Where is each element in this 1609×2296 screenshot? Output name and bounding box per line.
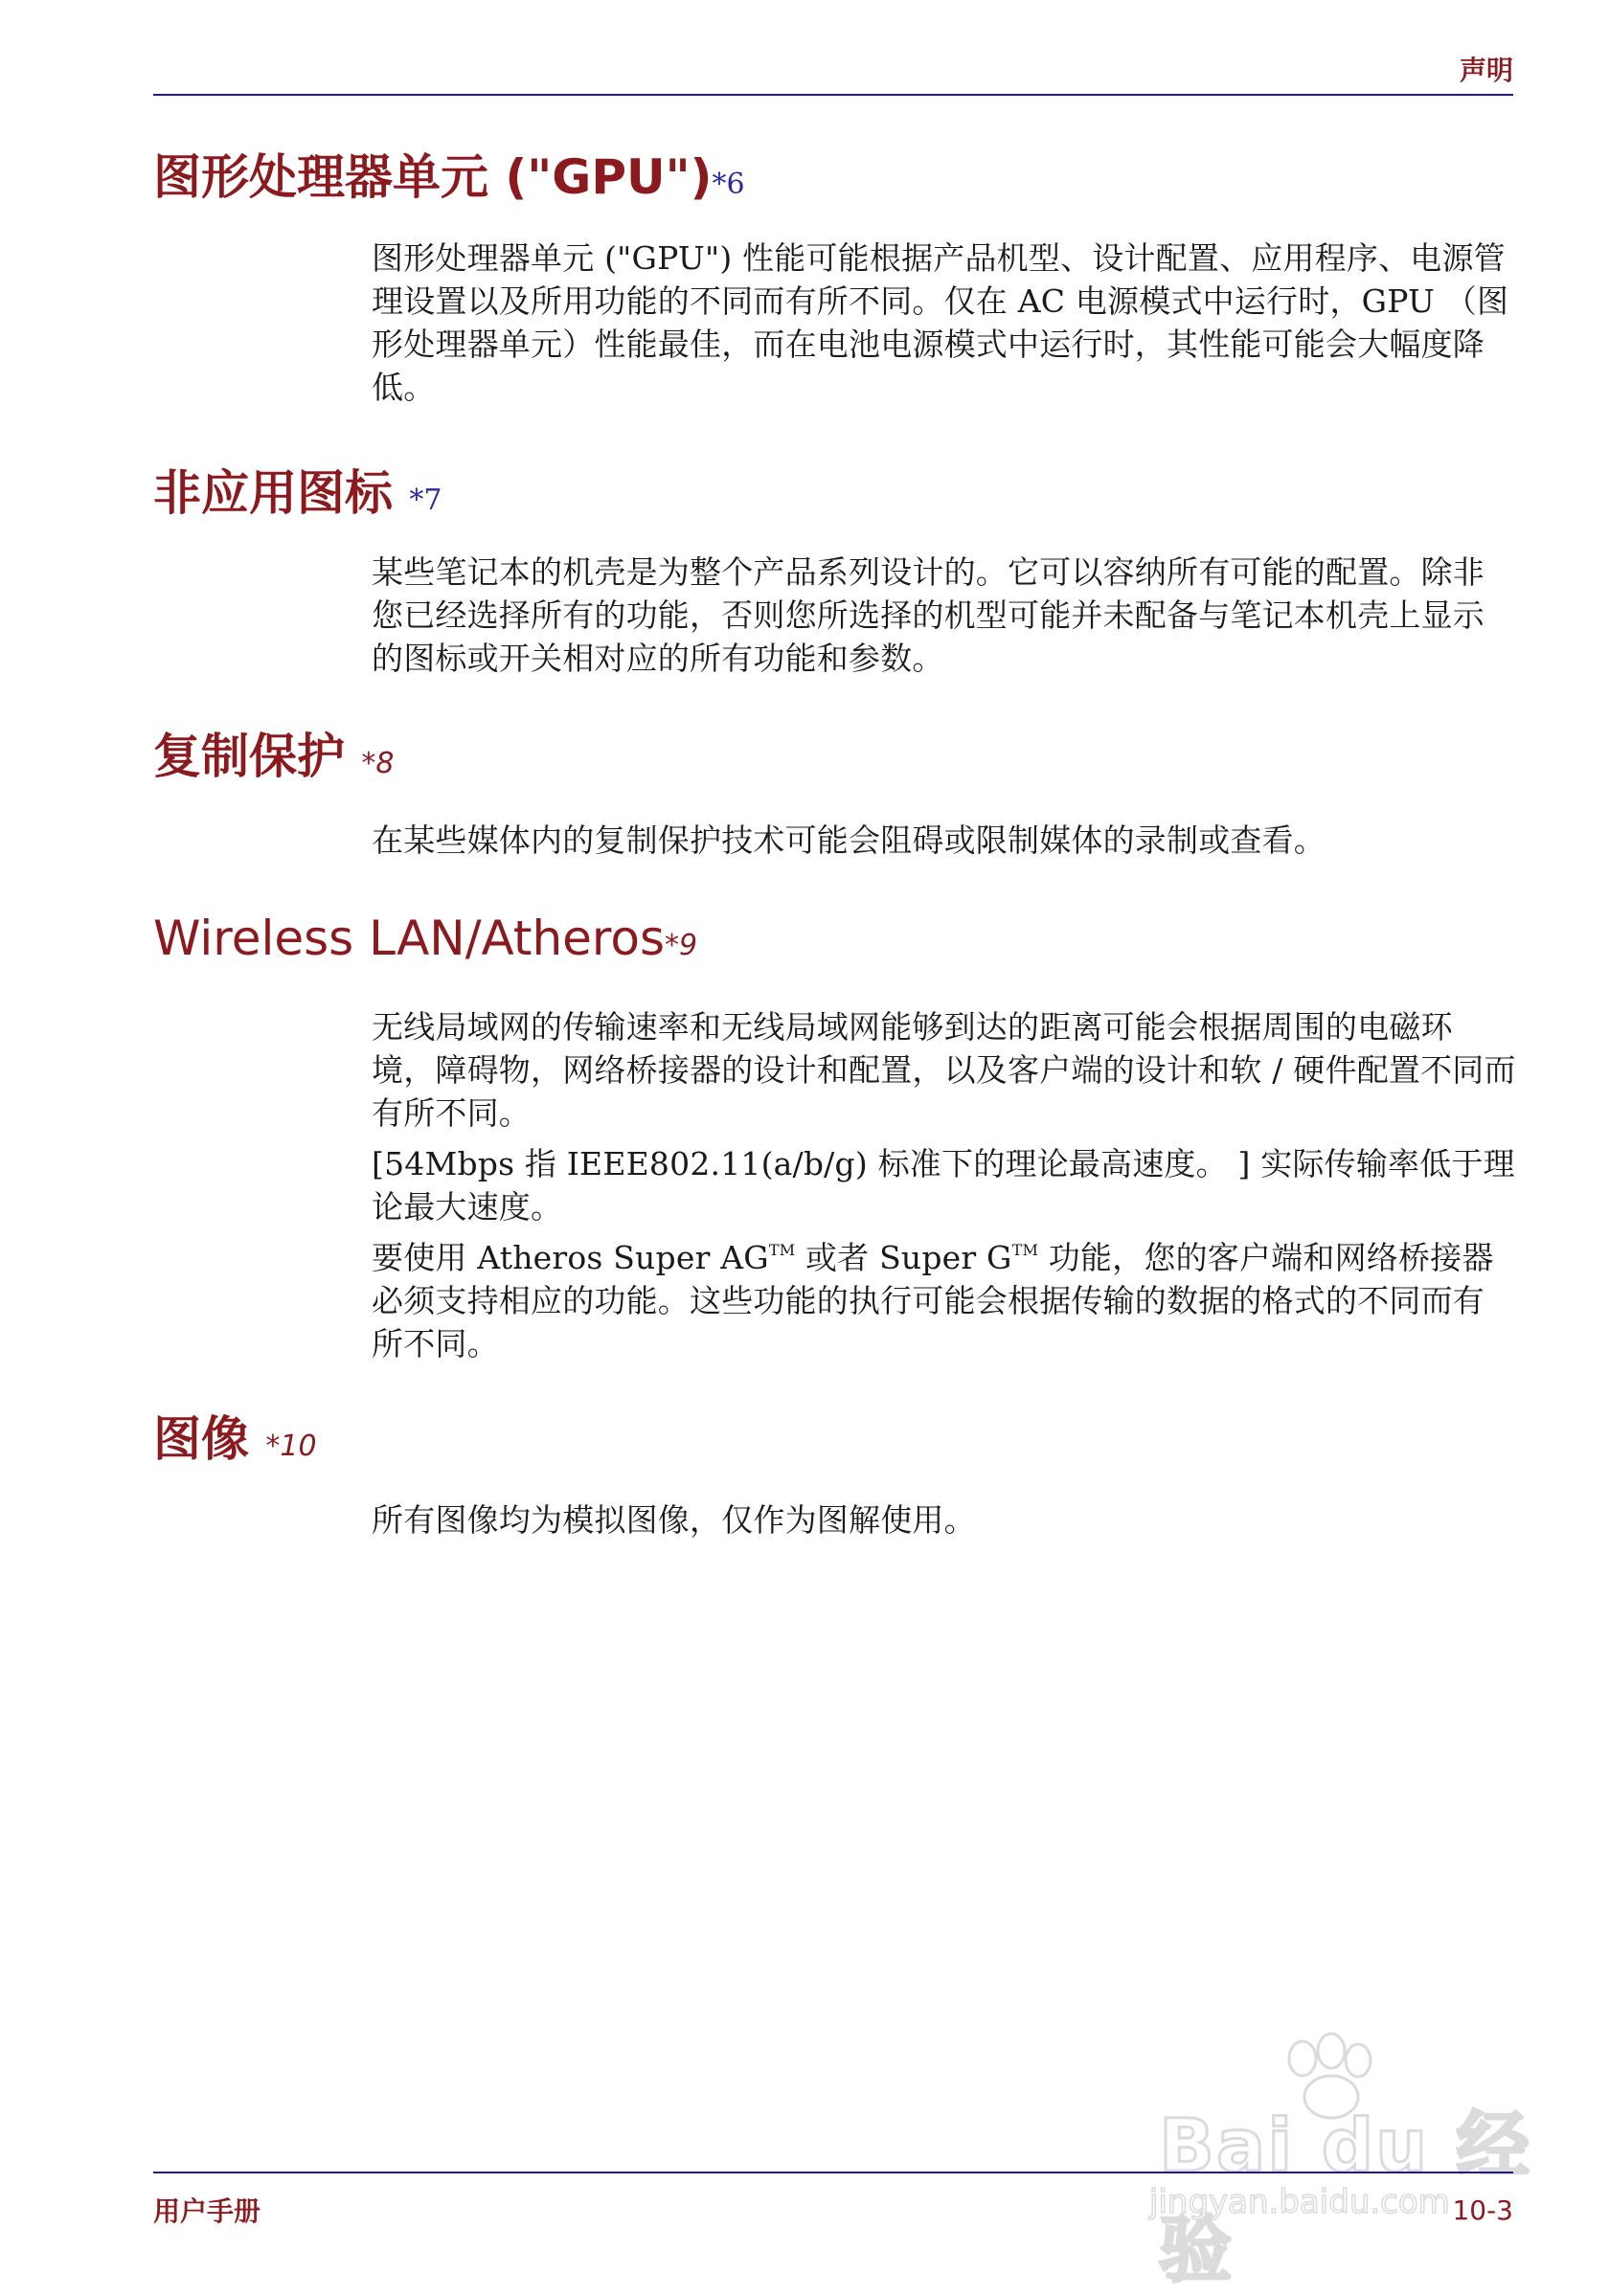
footnote-ref: *9 <box>665 929 698 962</box>
footnote-ref: *7 <box>409 484 442 517</box>
trademark-mark: TM <box>768 1241 796 1259</box>
paragraph: 图形处理器单元 ("GPU") 性能可能根据产品机型、设计配置、应用程序、电源管理设置以及所用功能的不同而有所不同。仅在 AC 电源模式中运行时，GPU （图形处理器单元）性能最佳，而在电池电源模式中运行时，其性能可能会大幅度降低。 <box>372 239 1509 406</box>
watermark-brand: Bai du 经验 <box>1159 2103 1531 2292</box>
paragraph: 某些笔记本的机壳是为整个产品系列设计的。它可以容纳所有可能的配置。除非您已经选择所有的功能，否则您所选择的机型可能并未配备与笔记本机壳上显示的图标或开关相对应的所有功能和参数。 <box>372 553 1484 677</box>
section-title-text: Wireless LAN/Atheros <box>153 911 666 966</box>
page-number: 10-3 <box>1452 2195 1513 2226</box>
paragraph: 所有图像均为模拟图像，仅作为图解使用。 <box>372 1501 976 1539</box>
section-title-gpu <box>153 149 745 205</box>
text-run: 功能，您的客户端和网络桥接器必须支持相应的功能。这些功能的执行可能会根据传输的数据的格式的不同而有所不同。 <box>372 1239 1494 1362</box>
section-body-copy-protection <box>372 819 1516 862</box>
section-title-text: 复制保护 <box>153 729 345 784</box>
running-header: 声明 <box>1459 55 1513 86</box>
section-body-gpu <box>372 236 1516 409</box>
section-title-copy-protection <box>153 729 395 784</box>
footnote-ref: *8 <box>361 747 395 780</box>
section-title-images <box>153 1411 317 1467</box>
trademark-mark: TM <box>1011 1241 1039 1259</box>
footnote-ref: *6 <box>712 168 745 201</box>
text-run: 或者 Super G <box>795 1239 1012 1276</box>
footer-rule <box>153 2172 1513 2173</box>
paragraph: 无线局域网的传输速率和无线局域网能够到达的距离可能会根据周围的电磁环境，障碍物，网络桥接器的设计和配置，以及客户端的设计和软 / 硬件配置不同而有所不同。 <box>372 1008 1516 1132</box>
section-body-wireless-lan <box>372 1005 1516 1365</box>
paragraph: 在某些媒体内的复制保护技术可能会阻碍或限制媒体的录制或查看。 <box>372 822 1326 859</box>
header-rule <box>153 94 1513 96</box>
section-body-icons <box>372 551 1516 680</box>
section-title-text: 图像 <box>153 1411 249 1467</box>
baidu-watermark <box>1140 2030 1542 2292</box>
paragraph <box>372 1236 1516 1365</box>
section-title-icons <box>153 465 442 521</box>
paragraph: [54Mbps 指 IEEE802.11(a/b/g) 标准下的理论最高速度。 ] 实际传输率低于理论最大速度。 <box>372 1145 1515 1226</box>
watermark-url: jingyan.baidu.com <box>1149 2183 1450 2221</box>
section-title-wireless-lan <box>153 911 698 966</box>
footnote-ref: *10 <box>265 1429 317 1463</box>
text-run: 要使用 Atheros Super AG <box>372 1239 769 1276</box>
section-title-text: 图形处理器单元 ("GPU") <box>153 149 713 205</box>
footer-manual-label: 用户手册 <box>153 2195 261 2227</box>
section-title-text: 非应用图标 <box>153 465 393 521</box>
section-body-images <box>372 1498 1516 1542</box>
